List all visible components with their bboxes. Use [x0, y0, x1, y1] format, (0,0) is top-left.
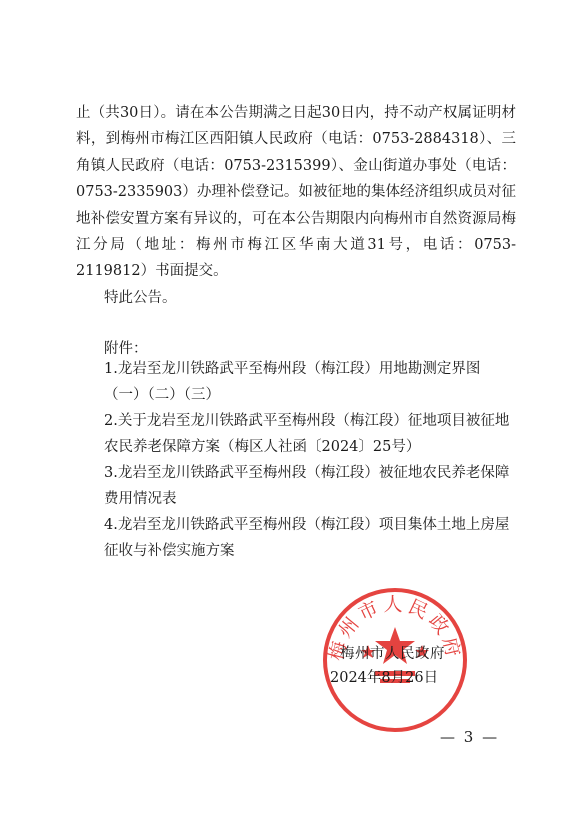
attachment-item-3: 3.龙岩至龙川铁路武平至梅州段（梅江段）被征地农民养老保障费用情况表	[104, 465, 510, 508]
attachment-item-1: 1.龙岩至龙川铁路武平至梅州段（梅江段）用地勘测定界图（一）（二）（三）	[104, 361, 481, 404]
attachment-item-4: 4.龙岩至龙川铁路武平至梅州段（梅江段）项目集体土地上房屋征收与补偿实施方案	[104, 517, 510, 560]
attachment-item-2: 2.关于龙岩至龙川铁路武平至梅州段（梅江段）征地项目被征地农民养老保障方案（梅区人社函〔2024〕25号）	[104, 413, 510, 456]
page-number: — 3 —	[440, 728, 500, 746]
issue-date: 2024年8月26日	[330, 670, 439, 686]
issuer-name: 梅州市人民政府	[340, 646, 445, 662]
body-paragraph: 止（共30日）。请在本公告期满之日起30日内，持不动产权属证明材料，到梅州市梅江区西阳镇人民政府（电话：0753-2884318）、三角镇人民政府（电话：0753-2315399）、金山街道办事处（电话：0753-2335903）办理补偿登记。如被征地的集体经济组织成员对征地补偿安置方案有异议的，可在本公告期限内向梅州市自然资源局梅江分局（地址：梅州市梅江区华南大道31号，电话：0753-2119812）书面提交。	[76, 105, 516, 280]
svg-text:梅州市人民政府: 梅州市人民政府	[326, 594, 464, 663]
attachments-title: 附件：	[104, 341, 148, 357]
closing-line: 特此公告。	[104, 290, 177, 306]
